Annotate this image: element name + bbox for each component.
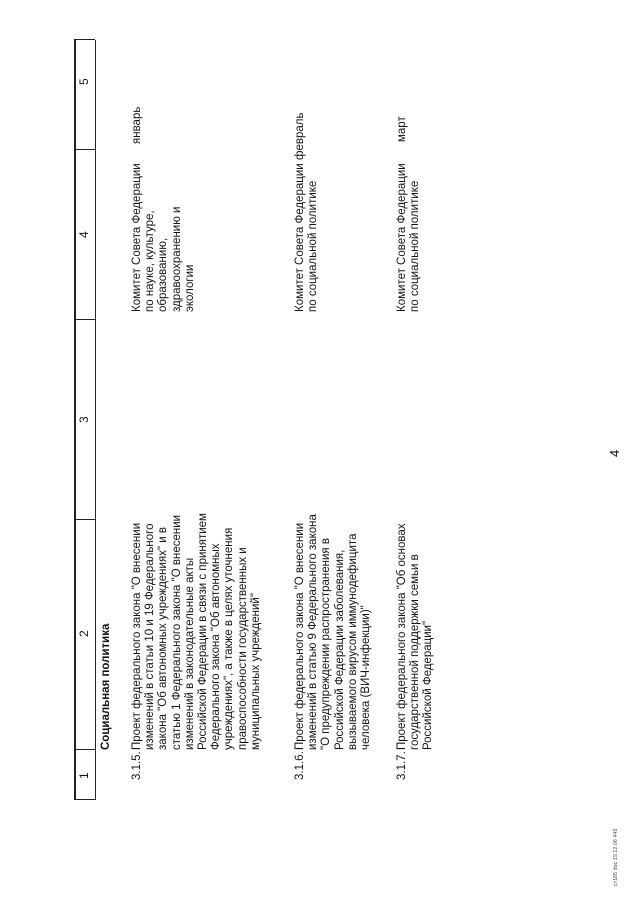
row-number: 3.1.6. xyxy=(294,751,306,780)
page-number: 4 xyxy=(607,449,622,457)
table-header-top-border xyxy=(74,40,76,800)
column-number-4: 4 xyxy=(77,231,91,238)
row-number: 3.1.7. xyxy=(396,751,408,780)
deadline-month: февраль xyxy=(294,112,306,160)
document-footer-mark: ст185 doc 19.12.06 445 xyxy=(613,828,619,886)
bill-title: Проект федерального закона "Об основах государственной поддержки семьи в Российской Федерации" xyxy=(396,523,435,750)
header-divider xyxy=(74,799,95,800)
row-number: 3.1.5. xyxy=(131,751,143,780)
table-header-bottom-border xyxy=(95,40,96,800)
deadline-month: январь xyxy=(131,106,143,144)
bill-title: Проект федерального закона "О внесении изменений в статьи 10 и 19 Федерального закона "Об автономных учреждениях" и в статью 1 Федерального закона "О внесении изменений в законодательные акты Российской Федерации в связи с принятием Федерального закона "Об автономных учреждениях", а также в целях уточнения правоспособности государственных и муниципальных учреждений" xyxy=(131,513,262,750)
column-number-2: 2 xyxy=(77,630,91,637)
column-number-1: 1 xyxy=(77,772,91,779)
responsible-committee: Комитет Совета Федерации по науке, культуре, образованию, здравоохранению и экологии xyxy=(131,163,196,312)
header-divider xyxy=(74,749,95,750)
bill-title: Проект федерального закона "О внесении изменений в статью 9 Федерального закона "О предупреждении распространения в Российской Федерации заболевания, вызываемого вирусом иммунодефицита человека (ВИЧ-инфекции)" xyxy=(294,514,373,750)
column-number-3: 3 xyxy=(77,416,91,423)
column-number-5: 5 xyxy=(77,78,91,85)
header-divider xyxy=(74,319,95,320)
header-divider xyxy=(74,519,95,520)
header-divider xyxy=(74,39,95,40)
section-title: Социальная политика xyxy=(100,623,112,750)
header-divider xyxy=(74,149,95,150)
responsible-committee: Комитет Совета Федерации по социальной политике xyxy=(396,163,422,312)
responsible-committee: Комитет Совета Федерации по социальной политике xyxy=(294,163,320,312)
deadline-month: март xyxy=(396,116,408,142)
